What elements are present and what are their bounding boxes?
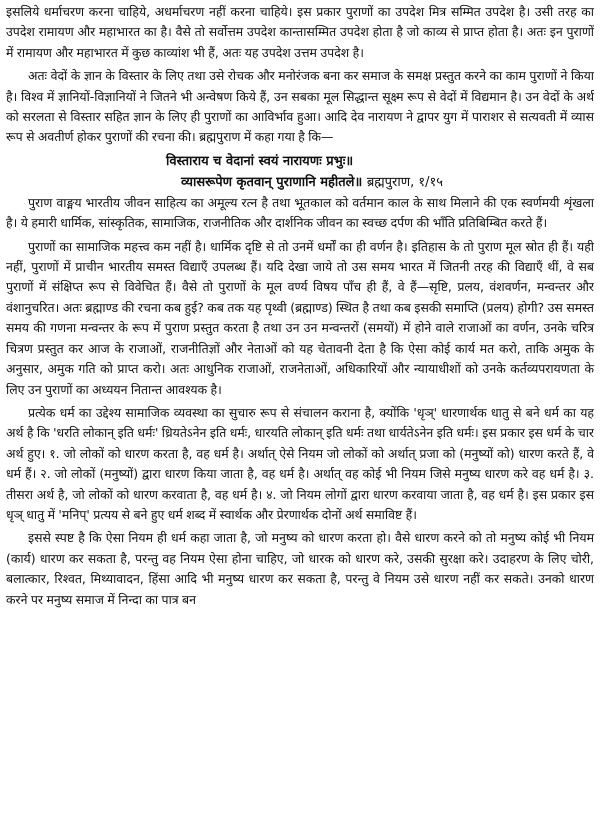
verse-text: व्यासरूपेण कृतवान् पुराणानि महीतले॥ [181, 174, 363, 190]
verse-line-2 [6, 172, 594, 193]
paragraph-6: इससे स्पष्ट है कि ऐसा नियम ही धर्म कहा जाता है, जो मनुष्य को धारण करता हो। वैसे धारण करने को तो मनुष्य कोई भी नियम (कार्य) धारण कर सकता है, परन्तु वह नियम ऐसा होना चाहिए, जो धारक को धारण करे, उसकी सुरक्षा करे। उदाहरण के लिए चोरी, बलात्कार, रिश्वत, मिथ्यावादन, हिंसा आदि भी मनुष्य धारण कर सकता है, परन्तु वे नियम उसे धारण नहीं कर सकते। उनको धारण करने पर मनुष्य समाज में निन्दा का पात्र बन [6, 530, 594, 607]
verse-line-1: विस्ताराय च वेदानां स्वयं नारायणः प्रभुः॥ [166, 153, 354, 169]
paragraph-2: अतः वेदों के ज्ञान के विस्तार के लिए तथा उसे रोचक और मनोरंजक बना कर समाज के समक्ष प्रस्तुत करने का काम पुराणों ने किया है। विश्व में ज्ञानियों-विज्ञानियों ने जितने भी अन्वेषण किये हैं, उन सबका मूल सिद्धान्त सूक्ष्म रूप से वेदों में विद्यमान है। उन वेदों के अर्थ को सरलता से विस्तार सहित ज्ञान के लिए ही पुराणों का आविर्भाव हुआ। आदि देव नारायण ने द्वापर युग में पाराशर से सत्यवती में व्यास रूप से अवतीर्ण होकर पुराणों की रचना की। ब्रह्मपुराण में कहा गया है कि— [6, 68, 594, 145]
paragraph-1: इसलिये धर्माचरण करना चाहिये, अधर्माचरण नहीं करना चाहिये। इस प्रकार पुराणों का उपदेश मित्र सम्मित उपदेश है। उसी तरह का उपदेश रामायण और महाभारत का है। वैसे तो सर्वोत्तम उपदेश कान्तासम्मित उपदेश होता है जो काव्य से प्राप्त होता है। अतः इन पुराणों में रामायण और महाभारत में कुछ काव्यांश भी हैं, अतः यह उपदेश उत्तम उपदेश है। [6, 4, 594, 60]
paragraph-4: पुराणों का सामाजिक महत्त्व कम नहीं है। धार्मिक दृष्टि से तो उनमें धर्मों का ही वर्णन है। इतिहास के तो पुराण मूल स्रोत ही हैं। यही नहीं, पुराणों में प्राचीन भारतीय समस्त विद्याएँ उपलब्ध हैं। यदि देखा जाये तो उस समय भारत में जितनी तरह की विद्याएँ थीं, वे सब पुराणों में संक्षिप्त रूप से विवेचित हैं। वैसे तो पुराणों के मूल वर्ण्य विषय पाँच ही हैं, वे हैं—सृष्टि, प्रलय, वंशवर्णन, मन्वन्तर और वंशानुचरित। अतः ब्रह्माण्ड की रचना कब हुई? कब तक यह पृथ्वी (ब्रह्माण्ड) स्थित है तथा कब इसकी समाप्ति (प्रलय) होगी? उस समस्त समय की गणना मन्वन्तर के रूप में पुराण प्रस्तुत करता है तथा उन उन मन्वन्तरों (समयों) में होने वाले राजाओं का वर्णन, उनके चरित्र चित्रण प्रस्तुत कर आज के राजाओं, राजनीतिज्ञों और नेताओं को यह चेतावनी देता है कि ऐसा कोई कार्य मत करो, ताकि अमुक के अनुसार, अमुक गति को प्राप्त करो। अतः आधुनिक राजाओं, राजनेताओं, अधिकारियों और न्यायाधीशों को उनके कर्तव्यपरायणता के लिए उन पुराणों का अध्ययन नितान्त आवश्यक है। [6, 238, 595, 397]
paragraph-5: प्रत्येक धर्म का उद्देश्य सामाजिक व्यवस्था का सुचारु रूप से संचालन कराना है, क्योंकि 'धृञ्' धारणार्थक धातु से बने धर्म का यह अर्थ है कि 'धरति लोकान् इति धर्मः' ध्रियतेऽनेन इति धर्मः, धारयति लोकान् इति धर्मः तथा धार्यतेऽनेन इति धर्मः। इस प्रकार इस धर्म के चार अर्थ हुए। १. जो लोकों को धारण करता है, वह धर्म है। अर्थात् ऐसे नियम जो लोकों को अर्थात् प्रजा को (मनुष्यों को) धारण करते हैं, वे धर्म हैं। २. जो लोकों (मनुष्यों) द्वारा धारण किया जाता है, वह धर्म है। अर्थात् वह कोई भी नियम जिसे मनुष्य धारण करे वह धर्म है। ३. तीसरा अर्थ है, जो लोकों को धारण करवाता है, वह धर्म है। ४. जो नियम लोगों द्वारा धारण करवाया जाता है, वह धर्म है। इस प्रकार इस धृञ् धातु में 'मनिप्' प्रत्यय से बने हुए धर्म शब्द में स्वार्थक और प्रेरणार्थक दोनों अर्थ समाविष्ट हैं। [6, 404, 594, 522]
verse-reference: ब्रह्मपुराण, १/१५ [366, 174, 444, 190]
paragraph-3: पुराण वाङ्मय भारतीय जीवन साहित्य का अमूल्य रत्न है तथा भूतकाल को वर्तमान काल के साथ मिलाने की एक स्वर्णमयी शृंखला है। ये हमारी धार्मिक, सांस्कृतिक, सामाजिक, राजनीतिक और दार्शनिक जीवन का स्वच्छ दर्पण की भाँति प्रतिबिम्बित करते हैं। [6, 194, 594, 231]
